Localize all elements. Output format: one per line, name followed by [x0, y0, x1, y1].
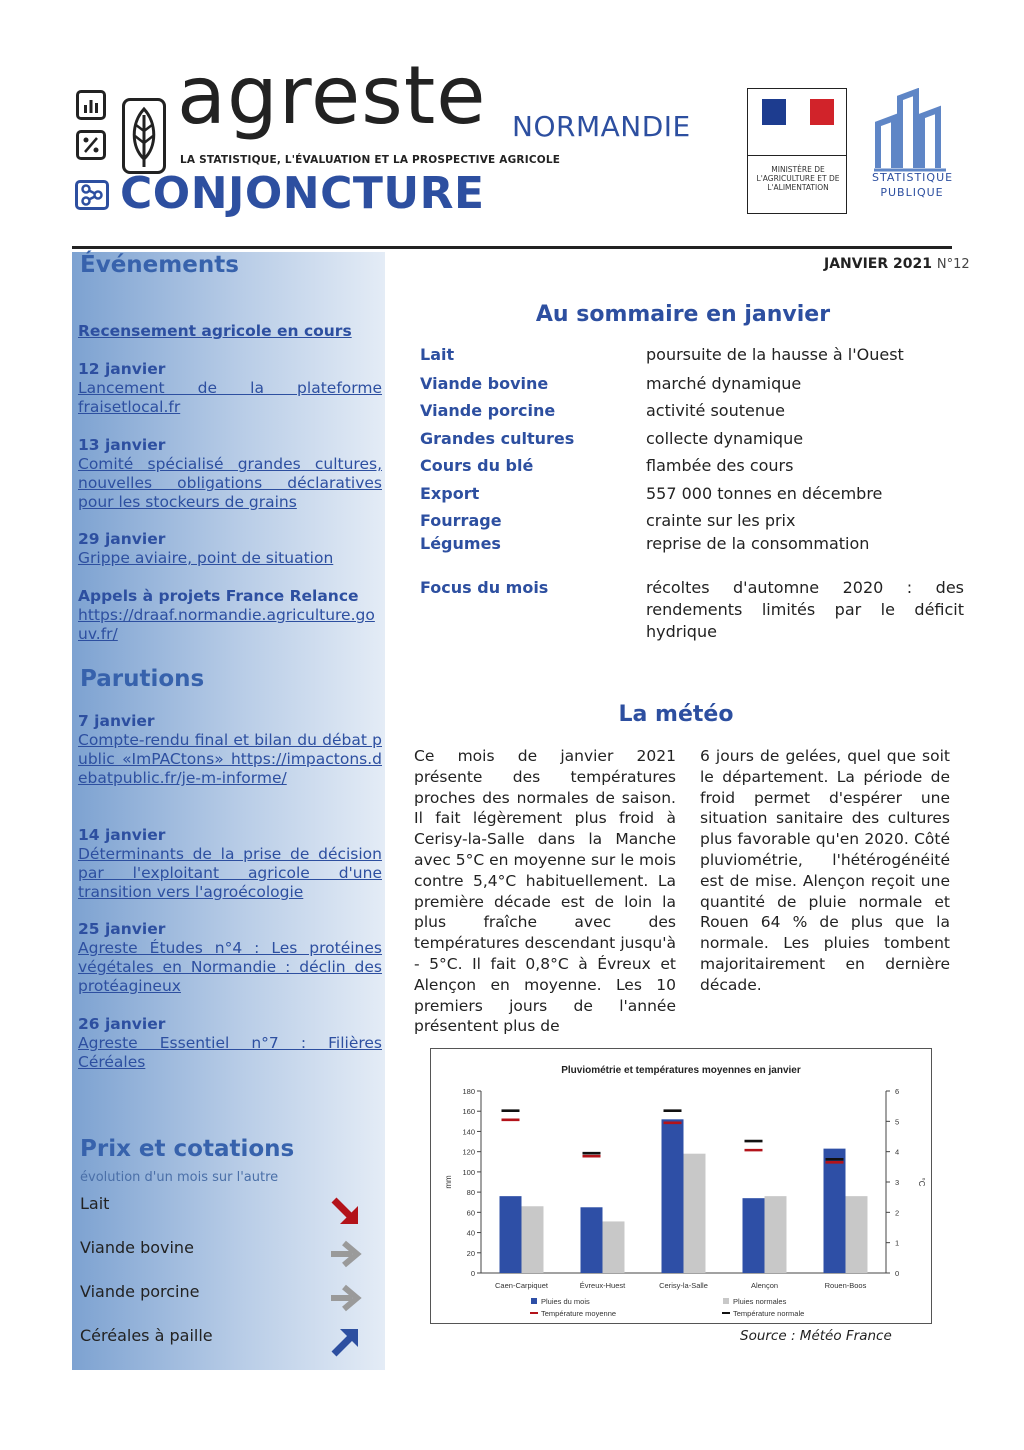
chart-svg [431, 1049, 931, 1323]
event-date: 12 janvier [78, 360, 166, 378]
y-tick-label: 180 [462, 1087, 475, 1096]
meteo-text-column-2: 6 jours de gelées, quel que soit le département. La période de froid permet d'espérer une situation sanitaire des cultures plus favorable qu'en 2020. Côté pluviométrie, l'hétérogénéité est de mise. Alençon reçoit une quantité de pluie normale et Rouen 64 % de plus que la normale. Les pluies tombent majoritairement en dernière décade. [700, 747, 950, 994]
event-item [78, 360, 382, 417]
summary-value: flambée des cours [646, 456, 794, 475]
event-link[interactable]: https://draaf.normandie.agriculture.gouv.fr/ [78, 606, 375, 643]
parution-item [78, 826, 382, 902]
y-tick-label: 20 [466, 1248, 475, 1258]
chart-source: Source : Météo France [740, 1328, 892, 1344]
parutions-heading: Parutions [80, 666, 205, 692]
summary-key: Export [420, 484, 480, 503]
y-tick-label: 80 [466, 1188, 475, 1198]
parution-date: 14 janvier [78, 826, 166, 844]
event-link[interactable]: Grippe aviaire, point de situation [78, 549, 334, 567]
price-row-lait [80, 1194, 376, 1228]
x-tick-label: Évreux-Huest [579, 1281, 626, 1290]
event-link[interactable]: Recensement agricole en cours [78, 322, 352, 340]
bar-pluies-du-mois [500, 1196, 522, 1273]
bar-pluies-du-mois [743, 1198, 765, 1273]
events-heading: Événements [80, 252, 239, 278]
y-right-tick-label: 3 [895, 1178, 900, 1187]
y-right-tick-label: 0 [895, 1269, 900, 1278]
bar-pluies-normales [522, 1206, 544, 1273]
ministry-name: MINISTÈRE DE L'AGRICULTURE ET DE L'ALIMENTATION [756, 165, 840, 192]
masthead [72, 49, 954, 240]
parution-link[interactable]: Agreste Essentiel n°7 : Filières Céréales [78, 1034, 382, 1071]
parution-link[interactable]: Compte-rendu final et bilan du débat public «ImPACtons» https://impactons.debatpublic.fr/je-m-informe/ [78, 731, 382, 787]
y-tick-label: 60 [466, 1208, 475, 1218]
parution-date: 7 janvier [78, 712, 155, 730]
summary-value: reprise de la consommation [646, 534, 870, 553]
right-arrow-icon [328, 1238, 364, 1270]
header-rule [72, 246, 952, 249]
y-right-axis-label: °C [917, 1177, 926, 1187]
bar-chart-icon [76, 90, 106, 120]
bar-pluies-normales [684, 1154, 706, 1273]
y-tick-label: 100 [462, 1167, 475, 1177]
summary-key: Grandes cultures [420, 429, 575, 448]
legend-label: Température normale [733, 1309, 805, 1318]
stat-text-line-1: STATISTIQUE [872, 171, 954, 184]
meteo-title: La météo [618, 702, 734, 727]
agreste-wordmark: agreste [177, 49, 487, 142]
bar-pluies-normales [765, 1196, 787, 1273]
y-tick-label: 160 [462, 1107, 475, 1117]
summary-value: récoltes d'automne 2020 : des rendements limités par le déficit hydrique [646, 578, 964, 641]
y-right-tick-label: 2 [895, 1208, 900, 1218]
parution-date: 25 janvier [78, 920, 166, 938]
bar-pluies-normales [846, 1196, 868, 1273]
bar-pluies-normales [603, 1221, 625, 1273]
legend-label: Pluies du mois [541, 1297, 590, 1306]
meteo-text-column-1: Ce mois de janvier 2021 présente des températures proches des normales de saison. Il fait légèrement plus froid à Cerisy-la-Salle dans la Manche avec 5°C en moyenne sur le mois contre 5,4°C habituellement. La première décade est de loin la plus fraîche avec des températures descendant jusqu'à - 5°C. Il fait 0,8°C à Évreux et Alençon en moyenne. Les 10 premiers jours de l'année présentent plus de [414, 747, 676, 1036]
issue-month: JANVIER 2021 [824, 256, 932, 272]
region-name: NORMANDIE [512, 110, 691, 143]
y-axis-label: mm [444, 1175, 453, 1189]
y-tick-label: 40 [466, 1228, 475, 1238]
summary-value: marché dynamique [646, 374, 802, 393]
event-item [78, 530, 382, 568]
summary-value: activité soutenue [646, 401, 785, 420]
up-arrow-icon [328, 1326, 364, 1358]
statistique-publique-text [872, 170, 952, 200]
bar-pluies-du-mois [581, 1207, 603, 1273]
percent-icon [76, 130, 106, 160]
network-icon [75, 180, 109, 210]
y-tick-label: 0 [470, 1269, 475, 1278]
stat-text-line-2: PUBLIQUE [880, 186, 944, 199]
y-right-tick-label: 5 [895, 1117, 900, 1127]
event-date: 29 janvier [78, 530, 166, 548]
y-right-tick-label: 1 [895, 1238, 900, 1248]
parution-link[interactable]: Déterminants de la prise de décision par l'exploitant agricole d'une transition vers l'agroécologie [78, 845, 382, 901]
event-link[interactable]: Comité spécialisé grandes cultures, nouvelles obligations déclaratives pour les stockeurs de grains [78, 455, 382, 511]
parution-link[interactable]: Agreste Études n°4 : Les protéines végétales en Normandie : déclin des protéagineux [78, 939, 382, 995]
leaf-icon [122, 98, 166, 174]
bar-pluies-du-mois [662, 1119, 684, 1273]
event-link[interactable]: Lancement de la plateforme fraisetlocal.fr [78, 379, 382, 416]
price-row-viande-porcine [80, 1282, 376, 1316]
price-label: Céréales à paille [80, 1326, 213, 1345]
legend-label: Température moyenne [541, 1309, 617, 1318]
issue-date [824, 256, 970, 272]
prices-heading: Prix et cotations [80, 1136, 295, 1162]
x-tick-label: Caen-Carpiquet [495, 1281, 548, 1290]
event-date: Appels à projets France Relance [78, 587, 359, 605]
summary-value: collecte dynamique [646, 429, 804, 448]
chart-title: Pluviométrie et températures moyennes en janvier [561, 1065, 801, 1076]
summary-key: Lait [420, 345, 455, 364]
parution-item [78, 1015, 382, 1072]
ministry-divider [748, 155, 846, 156]
legend-label: Pluies normales [733, 1297, 787, 1306]
summary-title: Au sommaire en janvier [535, 302, 831, 327]
y-right-tick-label: 6 [895, 1087, 900, 1096]
summary-key: Fourrage [420, 511, 502, 530]
price-row-cereales [80, 1326, 376, 1360]
price-label: Viande porcine [80, 1282, 200, 1301]
y-tick-label: 140 [462, 1127, 475, 1137]
summary-value: poursuite de la hausse à l'Ouest [646, 345, 904, 364]
series-title: CONJONCTURE [120, 168, 485, 219]
price-row-viande-bovine [80, 1238, 376, 1272]
ministry-logo [747, 88, 847, 214]
y-tick-label: 120 [462, 1147, 475, 1157]
x-tick-label: Rouen-Boos [824, 1281, 867, 1290]
x-tick-label: Cerisy-la-Salle [659, 1281, 708, 1290]
parution-date: 26 janvier [78, 1015, 166, 1033]
summary-value: crainte sur les prix [646, 511, 796, 530]
sidebar [72, 252, 385, 1370]
agreste-tagline: LA STATISTIQUE, L'ÉVALUATION ET LA PROSPECTIVE AGRICOLE [180, 154, 561, 166]
event-item [78, 436, 382, 512]
issue-number: N°12 [936, 257, 970, 272]
event-item [78, 322, 382, 341]
legend-swatch [531, 1298, 537, 1304]
french-flag-icon [762, 99, 834, 125]
rainfall-temperature-chart [430, 1048, 932, 1324]
prices-subtitle: évolution d'un mois sur l'autre [80, 1170, 279, 1185]
down-arrow-icon [328, 1194, 364, 1226]
summary-key: Cours du blé [420, 456, 534, 475]
parution-item [78, 712, 382, 788]
summary-value: 557 000 tonnes en décembre [646, 484, 883, 503]
price-label: Lait [80, 1194, 110, 1213]
y-right-tick-label: 4 [895, 1147, 900, 1157]
price-label: Viande bovine [80, 1238, 194, 1257]
bar-pluies-du-mois [824, 1149, 846, 1273]
x-tick-label: Alençon [750, 1281, 779, 1290]
event-item [78, 587, 382, 644]
event-date: 13 janvier [78, 436, 166, 454]
summary-key: Viande porcine [420, 401, 556, 420]
right-arrow-icon [328, 1282, 364, 1314]
summary-key: Viande bovine [420, 374, 549, 393]
parution-item [78, 920, 382, 996]
legend-swatch [723, 1298, 729, 1304]
summary-key: Focus du mois [420, 578, 549, 597]
summary-key: Légumes [420, 534, 501, 553]
